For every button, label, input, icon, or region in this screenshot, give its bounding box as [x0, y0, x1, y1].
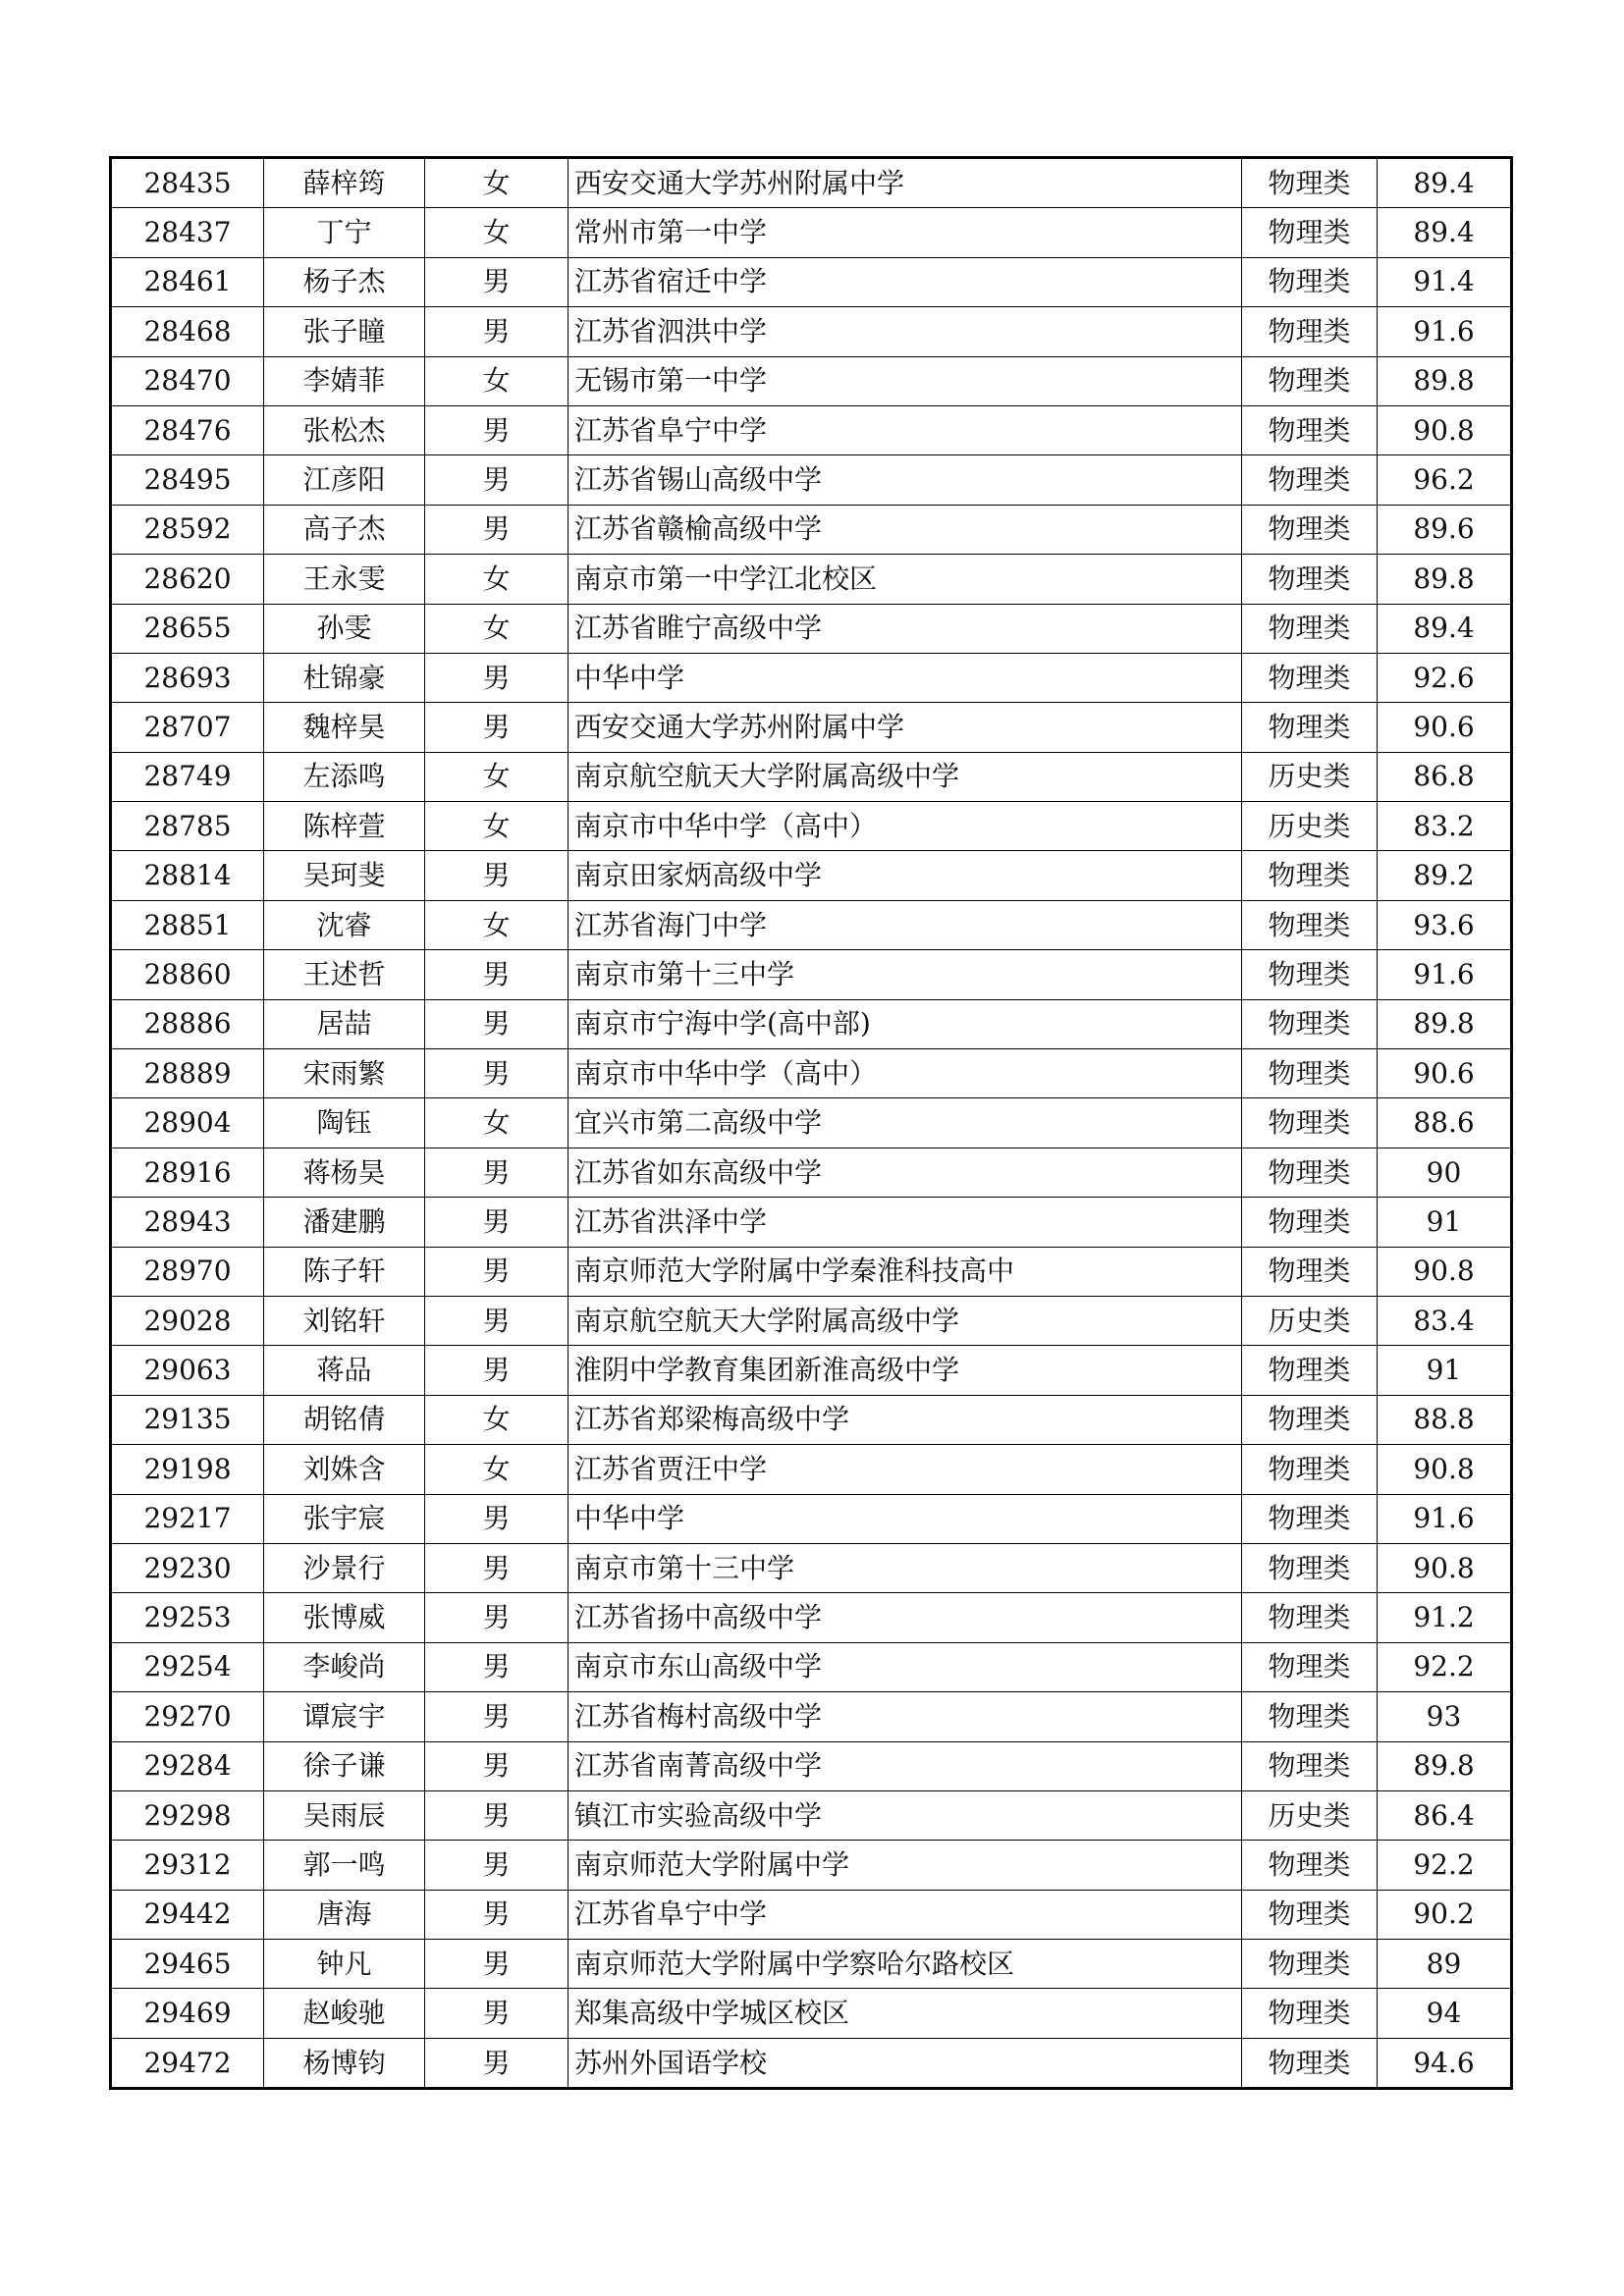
table-row — [111, 1148, 1512, 1197]
school-cell: 江苏省阜宁中学 — [568, 1890, 1242, 1939]
name-cell: 李峻尚 — [264, 1642, 425, 1691]
table-row — [111, 900, 1512, 949]
score-cell: 90.8 — [1378, 405, 1512, 454]
name-cell: 张宇宸 — [264, 1494, 425, 1543]
score-cell: 90.8 — [1378, 1445, 1512, 1494]
exam-id-cell: 28785 — [111, 802, 264, 851]
gender-cell: 男 — [425, 1049, 568, 1098]
table-row — [111, 257, 1512, 306]
table-row — [111, 1346, 1512, 1395]
name-cell: 沙景行 — [264, 1543, 425, 1592]
name-cell: 张子瞳 — [264, 307, 425, 356]
school-cell: 常州市第一中学 — [568, 208, 1242, 257]
exam-id-cell: 28592 — [111, 505, 264, 554]
table-row — [111, 1494, 1512, 1543]
exam-id-cell: 29469 — [111, 1989, 264, 2038]
gender-cell: 男 — [425, 1989, 568, 2038]
subject-track-cell: 物理类 — [1242, 1198, 1378, 1247]
score-cell: 88.6 — [1378, 1098, 1512, 1148]
score-cell: 96.2 — [1378, 455, 1512, 505]
school-cell: 南京市宁海中学(高中部) — [568, 999, 1242, 1048]
name-cell: 张博威 — [264, 1593, 425, 1642]
gender-cell: 男 — [425, 1346, 568, 1395]
table-row — [111, 455, 1512, 505]
school-cell: 江苏省泗洪中学 — [568, 307, 1242, 356]
table-row — [111, 1198, 1512, 1247]
name-cell: 潘建鹏 — [264, 1198, 425, 1247]
table-row — [111, 1841, 1512, 1890]
score-cell: 83.2 — [1378, 802, 1512, 851]
exam-id-cell: 29472 — [111, 2038, 264, 2088]
score-cell: 91 — [1378, 1198, 1512, 1247]
school-cell: 江苏省贾汪中学 — [568, 1445, 1242, 1494]
gender-cell: 女 — [425, 1395, 568, 1444]
score-cell: 89.4 — [1378, 604, 1512, 653]
school-cell: 江苏省南菁高级中学 — [568, 1741, 1242, 1790]
school-cell: 江苏省阜宁中学 — [568, 405, 1242, 454]
name-cell: 蒋杨昊 — [264, 1148, 425, 1197]
exam-id-cell: 28461 — [111, 257, 264, 306]
name-cell: 吴珂斐 — [264, 851, 425, 900]
table-row — [111, 851, 1512, 900]
exam-id-cell: 28886 — [111, 999, 264, 1048]
subject-track-cell: 物理类 — [1242, 505, 1378, 554]
subject-track-cell: 物理类 — [1242, 999, 1378, 1048]
table-row — [111, 2038, 1512, 2088]
exam-id-cell: 29298 — [111, 1790, 264, 1840]
school-cell: 南京市中华中学（高中） — [568, 802, 1242, 851]
name-cell: 高子杰 — [264, 505, 425, 554]
score-cell: 90.2 — [1378, 1890, 1512, 1939]
score-cell: 90.6 — [1378, 1049, 1512, 1098]
table-row — [111, 604, 1512, 653]
school-cell: 南京市第十三中学 — [568, 950, 1242, 999]
name-cell: 徐子谦 — [264, 1741, 425, 1790]
gender-cell: 男 — [425, 505, 568, 554]
score-cell: 89.8 — [1378, 1741, 1512, 1790]
name-cell: 杨子杰 — [264, 257, 425, 306]
exam-id-cell: 28860 — [111, 950, 264, 999]
name-cell: 吴雨辰 — [264, 1790, 425, 1840]
exam-id-cell: 29312 — [111, 1841, 264, 1890]
table-row — [111, 405, 1512, 454]
name-cell: 胡铭倩 — [264, 1395, 425, 1444]
score-cell: 89.6 — [1378, 505, 1512, 554]
table-row — [111, 653, 1512, 702]
score-cell: 90.8 — [1378, 1247, 1512, 1296]
subject-track-cell: 物理类 — [1242, 455, 1378, 505]
roster-table-body — [111, 158, 1512, 2089]
exam-id-cell: 28889 — [111, 1049, 264, 1098]
gender-cell: 男 — [425, 307, 568, 356]
table-row — [111, 1989, 1512, 2038]
gender-cell: 男 — [425, 1741, 568, 1790]
table-row — [111, 950, 1512, 999]
school-cell: 江苏省扬中高级中学 — [568, 1593, 1242, 1642]
school-cell: 无锡市第一中学 — [568, 356, 1242, 405]
exam-id-cell: 28476 — [111, 405, 264, 454]
subject-track-cell: 历史类 — [1242, 802, 1378, 851]
table-row — [111, 505, 1512, 554]
gender-cell: 男 — [425, 1296, 568, 1345]
score-cell: 91.6 — [1378, 950, 1512, 999]
school-cell: 江苏省睢宁高级中学 — [568, 604, 1242, 653]
subject-track-cell: 物理类 — [1242, 2038, 1378, 2088]
gender-cell: 男 — [425, 1543, 568, 1592]
name-cell: 谭宸宇 — [264, 1692, 425, 1741]
name-cell: 江彦阳 — [264, 455, 425, 505]
gender-cell: 男 — [425, 257, 568, 306]
exam-id-cell: 29063 — [111, 1346, 264, 1395]
subject-track-cell: 物理类 — [1242, 1940, 1378, 1989]
subject-track-cell: 物理类 — [1242, 1642, 1378, 1691]
subject-track-cell: 物理类 — [1242, 555, 1378, 604]
name-cell: 王永雯 — [264, 555, 425, 604]
table-row — [111, 1049, 1512, 1098]
subject-track-cell: 物理类 — [1242, 1098, 1378, 1148]
score-cell: 94 — [1378, 1989, 1512, 2038]
exam-id-cell: 29442 — [111, 1890, 264, 1939]
table-row — [111, 703, 1512, 752]
subject-track-cell: 物理类 — [1242, 1346, 1378, 1395]
school-cell: 中华中学 — [568, 1494, 1242, 1543]
subject-track-cell: 物理类 — [1242, 1049, 1378, 1098]
subject-track-cell: 物理类 — [1242, 1445, 1378, 1494]
subject-track-cell: 物理类 — [1242, 1543, 1378, 1592]
school-cell: 中华中学 — [568, 653, 1242, 702]
table-row — [111, 802, 1512, 851]
subject-track-cell: 物理类 — [1242, 1395, 1378, 1444]
subject-track-cell: 物理类 — [1242, 851, 1378, 900]
score-cell: 89.8 — [1378, 999, 1512, 1048]
score-cell: 90.8 — [1378, 1543, 1512, 1592]
gender-cell: 男 — [425, 999, 568, 1048]
exam-id-cell: 29284 — [111, 1741, 264, 1790]
score-cell: 89.4 — [1378, 208, 1512, 257]
exam-id-cell: 28693 — [111, 653, 264, 702]
school-cell: 江苏省赣榆高级中学 — [568, 505, 1242, 554]
name-cell: 郭一鸣 — [264, 1841, 425, 1890]
subject-track-cell: 物理类 — [1242, 307, 1378, 356]
subject-track-cell: 物理类 — [1242, 1593, 1378, 1642]
exam-id-cell: 28851 — [111, 900, 264, 949]
exam-id-cell: 29135 — [111, 1395, 264, 1444]
subject-track-cell: 物理类 — [1242, 1692, 1378, 1741]
table-row — [111, 307, 1512, 356]
school-cell: 江苏省锡山高级中学 — [568, 455, 1242, 505]
score-cell: 93 — [1378, 1692, 1512, 1741]
exam-id-cell: 29465 — [111, 1940, 264, 1989]
name-cell: 刘铭轩 — [264, 1296, 425, 1345]
exam-id-cell: 28749 — [111, 752, 264, 801]
exam-id-cell: 29028 — [111, 1296, 264, 1345]
table-row — [111, 1692, 1512, 1741]
table-row — [111, 158, 1512, 208]
gender-cell: 男 — [425, 2038, 568, 2088]
exam-id-cell: 28916 — [111, 1148, 264, 1197]
table-row — [111, 1296, 1512, 1345]
score-cell: 93.6 — [1378, 900, 1512, 949]
school-cell: 南京师范大学附属中学秦淮科技高中 — [568, 1247, 1242, 1296]
score-cell: 91.6 — [1378, 1494, 1512, 1543]
name-cell: 魏梓昊 — [264, 703, 425, 752]
school-cell: 南京市东山高级中学 — [568, 1642, 1242, 1691]
exam-id-cell: 28904 — [111, 1098, 264, 1148]
table-row — [111, 1543, 1512, 1592]
subject-track-cell: 物理类 — [1242, 356, 1378, 405]
name-cell: 沈睿 — [264, 900, 425, 949]
exam-id-cell: 28970 — [111, 1247, 264, 1296]
gender-cell: 女 — [425, 752, 568, 801]
exam-id-cell: 28814 — [111, 851, 264, 900]
score-cell: 92.2 — [1378, 1841, 1512, 1890]
subject-track-cell: 物理类 — [1242, 1890, 1378, 1939]
school-cell: 南京航空航天大学附属高级中学 — [568, 1296, 1242, 1345]
roster-table — [109, 156, 1513, 2090]
score-cell: 91.4 — [1378, 257, 1512, 306]
gender-cell: 女 — [425, 555, 568, 604]
subject-track-cell: 物理类 — [1242, 1247, 1378, 1296]
name-cell: 丁宁 — [264, 208, 425, 257]
subject-track-cell: 物理类 — [1242, 158, 1378, 208]
exam-id-cell: 28655 — [111, 604, 264, 653]
school-cell: 西安交通大学苏州附属中学 — [568, 158, 1242, 208]
subject-track-cell: 历史类 — [1242, 1296, 1378, 1345]
score-cell: 90.6 — [1378, 703, 1512, 752]
gender-cell: 女 — [425, 208, 568, 257]
subject-track-cell: 物理类 — [1242, 1841, 1378, 1890]
table-row — [111, 1098, 1512, 1148]
gender-cell: 男 — [425, 851, 568, 900]
gender-cell: 男 — [425, 1148, 568, 1197]
score-cell: 91.6 — [1378, 307, 1512, 356]
subject-track-cell: 物理类 — [1242, 703, 1378, 752]
table-row — [111, 208, 1512, 257]
gender-cell: 男 — [425, 1940, 568, 1989]
school-cell: 南京市中华中学（高中） — [568, 1049, 1242, 1098]
gender-cell: 女 — [425, 802, 568, 851]
gender-cell: 女 — [425, 900, 568, 949]
name-cell: 左添鸣 — [264, 752, 425, 801]
subject-track-cell: 物理类 — [1242, 208, 1378, 257]
gender-cell: 男 — [425, 1790, 568, 1840]
subject-track-cell: 物理类 — [1242, 1148, 1378, 1197]
gender-cell: 男 — [425, 1642, 568, 1691]
school-cell: 江苏省梅村高级中学 — [568, 1692, 1242, 1741]
subject-track-cell: 物理类 — [1242, 653, 1378, 702]
table-row — [111, 1395, 1512, 1444]
table-row — [111, 1790, 1512, 1840]
gender-cell: 男 — [425, 1494, 568, 1543]
name-cell: 宋雨繁 — [264, 1049, 425, 1098]
gender-cell: 男 — [425, 950, 568, 999]
name-cell: 唐海 — [264, 1890, 425, 1939]
subject-track-cell: 物理类 — [1242, 900, 1378, 949]
subject-track-cell: 物理类 — [1242, 1989, 1378, 2038]
gender-cell: 男 — [425, 703, 568, 752]
name-cell: 陈梓萱 — [264, 802, 425, 851]
table-row — [111, 1445, 1512, 1494]
score-cell: 92.6 — [1378, 653, 1512, 702]
school-cell: 宜兴市第二高级中学 — [568, 1098, 1242, 1148]
exam-id-cell: 28468 — [111, 307, 264, 356]
exam-id-cell: 29270 — [111, 1692, 264, 1741]
name-cell: 钟凡 — [264, 1940, 425, 1989]
school-cell: 江苏省宿迁中学 — [568, 257, 1242, 306]
exam-id-cell: 29253 — [111, 1593, 264, 1642]
exam-id-cell: 28470 — [111, 356, 264, 405]
subject-track-cell: 物理类 — [1242, 604, 1378, 653]
name-cell: 李婧菲 — [264, 356, 425, 405]
school-cell: 西安交通大学苏州附属中学 — [568, 703, 1242, 752]
name-cell: 王述哲 — [264, 950, 425, 999]
gender-cell: 男 — [425, 1198, 568, 1247]
name-cell: 薛梓筠 — [264, 158, 425, 208]
name-cell: 陈子轩 — [264, 1247, 425, 1296]
score-cell: 86.4 — [1378, 1790, 1512, 1840]
school-cell: 南京市第十三中学 — [568, 1543, 1242, 1592]
gender-cell: 男 — [425, 653, 568, 702]
exam-id-cell: 29254 — [111, 1642, 264, 1691]
table-row — [111, 1940, 1512, 1989]
subject-track-cell: 物理类 — [1242, 1741, 1378, 1790]
table-row — [111, 1741, 1512, 1790]
school-cell: 郑集高级中学城区校区 — [568, 1989, 1242, 2038]
gender-cell: 男 — [425, 1593, 568, 1642]
table-row — [111, 1593, 1512, 1642]
subject-track-cell: 历史类 — [1242, 752, 1378, 801]
subject-track-cell: 物理类 — [1242, 950, 1378, 999]
score-cell: 89.2 — [1378, 851, 1512, 900]
table-row — [111, 1890, 1512, 1939]
name-cell: 杜锦豪 — [264, 653, 425, 702]
school-cell: 镇江市实验高级中学 — [568, 1790, 1242, 1840]
score-cell: 89.8 — [1378, 555, 1512, 604]
table-row — [111, 555, 1512, 604]
gender-cell: 女 — [425, 356, 568, 405]
school-cell: 江苏省海门中学 — [568, 900, 1242, 949]
exam-id-cell: 29230 — [111, 1543, 264, 1592]
gender-cell: 女 — [425, 1098, 568, 1148]
school-cell: 淮阴中学教育集团新淮高级中学 — [568, 1346, 1242, 1395]
gender-cell: 女 — [425, 1445, 568, 1494]
exam-id-cell: 28435 — [111, 158, 264, 208]
gender-cell: 男 — [425, 1890, 568, 1939]
exam-id-cell: 28707 — [111, 703, 264, 752]
table-row — [111, 1642, 1512, 1691]
score-cell: 92.2 — [1378, 1642, 1512, 1691]
name-cell: 孙雯 — [264, 604, 425, 653]
table-row — [111, 752, 1512, 801]
name-cell: 刘姝含 — [264, 1445, 425, 1494]
exam-id-cell: 29217 — [111, 1494, 264, 1543]
school-cell: 江苏省洪泽中学 — [568, 1198, 1242, 1247]
score-cell: 91 — [1378, 1346, 1512, 1395]
name-cell: 陶钰 — [264, 1098, 425, 1148]
exam-id-cell: 28495 — [111, 455, 264, 505]
score-cell: 91.2 — [1378, 1593, 1512, 1642]
school-cell: 南京航空航天大学附属高级中学 — [568, 752, 1242, 801]
name-cell: 蒋品 — [264, 1346, 425, 1395]
exam-id-cell: 28943 — [111, 1198, 264, 1247]
gender-cell: 男 — [425, 405, 568, 454]
score-cell: 86.8 — [1378, 752, 1512, 801]
subject-track-cell: 物理类 — [1242, 405, 1378, 454]
name-cell: 杨博钧 — [264, 2038, 425, 2088]
school-cell: 南京田家炳高级中学 — [568, 851, 1242, 900]
score-cell: 89 — [1378, 1940, 1512, 1989]
subject-track-cell: 物理类 — [1242, 1494, 1378, 1543]
school-cell: 苏州外国语学校 — [568, 2038, 1242, 2088]
score-cell: 94.6 — [1378, 2038, 1512, 2088]
gender-cell: 男 — [425, 1841, 568, 1890]
gender-cell: 男 — [425, 455, 568, 505]
score-cell: 90 — [1378, 1148, 1512, 1197]
gender-cell: 女 — [425, 158, 568, 208]
exam-id-cell: 28437 — [111, 208, 264, 257]
score-cell: 89.4 — [1378, 158, 1512, 208]
gender-cell: 女 — [425, 604, 568, 653]
subject-track-cell: 历史类 — [1242, 1790, 1378, 1840]
table-row — [111, 999, 1512, 1048]
school-cell: 南京师范大学附属中学察哈尔路校区 — [568, 1940, 1242, 1989]
exam-id-cell: 28620 — [111, 555, 264, 604]
score-cell: 83.4 — [1378, 1296, 1512, 1345]
gender-cell: 男 — [425, 1247, 568, 1296]
school-cell: 南京师范大学附属中学 — [568, 1841, 1242, 1890]
school-cell: 南京市第一中学江北校区 — [568, 555, 1242, 604]
exam-id-cell: 29198 — [111, 1445, 264, 1494]
score-cell: 89.8 — [1378, 356, 1512, 405]
subject-track-cell: 物理类 — [1242, 257, 1378, 306]
name-cell: 居喆 — [264, 999, 425, 1048]
table-row — [111, 1247, 1512, 1296]
school-cell: 江苏省郑梁梅高级中学 — [568, 1395, 1242, 1444]
name-cell: 张松杰 — [264, 405, 425, 454]
table-row — [111, 356, 1512, 405]
gender-cell: 男 — [425, 1692, 568, 1741]
name-cell: 赵峻驰 — [264, 1989, 425, 2038]
school-cell: 江苏省如东高级中学 — [568, 1148, 1242, 1197]
score-cell: 88.8 — [1378, 1395, 1512, 1444]
